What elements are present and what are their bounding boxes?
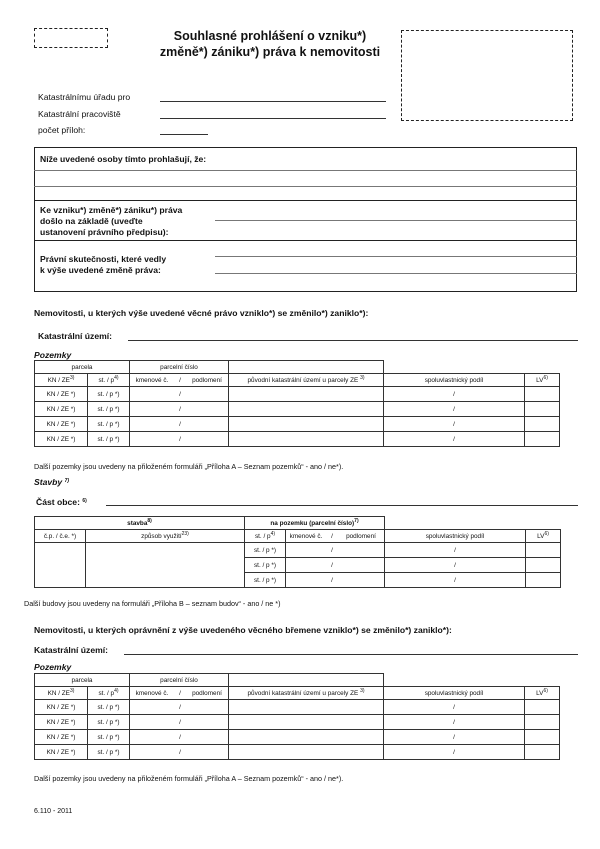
field-pocet-priloh[interactable]: [160, 134, 208, 135]
cell-spol[interactable]: /: [385, 558, 526, 573]
cell-slash: /: [326, 543, 338, 558]
c-puvodni: původní katastrální území u parcely ZE $^{3)}$: [229, 374, 384, 387]
cell-kmen[interactable]: [286, 558, 327, 573]
cell-puvodni[interactable]: [229, 745, 384, 760]
parcel-table-2: [34, 673, 560, 760]
section2-pozemky: Pozemky: [34, 662, 72, 672]
c-lv: LV$^{6)}$: [525, 374, 560, 387]
cell-lv[interactable]: [526, 558, 561, 573]
cell-spol[interactable]: /: [384, 417, 525, 432]
cell-lv[interactable]: [526, 543, 561, 558]
cell-kn[interactable]: KN / ZE *): [35, 700, 88, 715]
label-persons: Níže uvedené osoby tímto prohlašují, že:: [40, 154, 207, 164]
cell-st[interactable]: st. / p *): [88, 730, 130, 745]
section2-heading: Nemovitosti, u kterých oprávnění z výše uvedeného věcného břemene vzniklo*) se změnilo*) zaniklo*):: [34, 625, 452, 635]
c-kmen: kmenové č.: [130, 374, 175, 387]
cell-kn[interactable]: KN / ZE *): [35, 402, 88, 417]
stavby-note: Další budovy jsou uvedeny na formuláři „Příloha B – seznam budov“ - ano / ne *): [24, 599, 281, 608]
table-row: [35, 417, 560, 432]
cell-slash: /: [326, 558, 338, 573]
h-parcela: parcela: [35, 361, 130, 374]
form-code: 6.110 - 2011: [34, 808, 73, 815]
cell-kn[interactable]: KN / ZE *): [35, 715, 88, 730]
section1-pozemky: Pozemky: [34, 350, 72, 360]
c-slash: /: [174, 687, 186, 700]
cast-obce-label: Část obce: $^{6)}$: [36, 497, 87, 507]
label-katastralni-urad: Katastrálnímu úřadu pro: [38, 92, 131, 102]
label-pocet-priloh: počet příloh:: [38, 125, 86, 135]
section2-cad-label: Katastrální území:: [34, 645, 109, 655]
c-spol: spoluvlastnický podíl: [384, 687, 525, 700]
c-cp: č.p. / č.e. *): [35, 530, 86, 543]
persons-line-1[interactable]: [34, 170, 577, 171]
c-kmen: kmenové č.: [130, 687, 175, 700]
form-title: Souhlasné prohlášení o vzniku*) změně*) zániku*) práva k nemovitosti: [159, 29, 381, 59]
label-pracoviste: Katastrální pracoviště: [38, 109, 121, 119]
cell-slash: /: [174, 432, 186, 447]
cell-podl[interactable]: [186, 730, 229, 745]
cell-lv[interactable]: [525, 715, 560, 730]
cell-kn[interactable]: KN / ZE *): [35, 432, 88, 447]
table-row: [35, 745, 560, 760]
cell-st[interactable]: st. / p *): [88, 700, 130, 715]
cell-kn[interactable]: KN / ZE *): [35, 417, 88, 432]
c-puvodni: původní katastrální území u parcely ZE $^{3)}$: [229, 687, 384, 700]
cell-lv[interactable]: [526, 573, 561, 588]
c-st: st. / $p^{4)}$: [88, 687, 130, 700]
cell-kmen[interactable]: [130, 745, 175, 760]
cell-kmen[interactable]: [130, 715, 175, 730]
table-row: [35, 432, 560, 447]
cell-kmen[interactable]: [130, 402, 175, 417]
buildings-table: [34, 516, 561, 588]
cell-podl[interactable]: [186, 387, 229, 402]
cell-spol[interactable]: /: [384, 432, 525, 447]
cell-lv[interactable]: [525, 745, 560, 760]
cell-st[interactable]: st. / p *): [245, 573, 286, 588]
cell-podl[interactable]: [338, 558, 385, 573]
c-zpusob: způsob využití$^{23)}$: [86, 530, 245, 543]
divider: [34, 240, 577, 241]
c-podl: podlomení: [186, 374, 229, 387]
cell-slash: /: [174, 745, 186, 760]
cell-lv[interactable]: [525, 432, 560, 447]
section2-note: Další pozemky jsou uvedeny na přiloženém formuláři „Příloha A – Seznam pozemků“ - ano / ne*).: [34, 774, 344, 783]
h-stavba: stavba$^{8)}$: [35, 517, 245, 530]
cell-kmen[interactable]: [130, 432, 175, 447]
cell-puvodni[interactable]: [229, 700, 384, 715]
cell-lv[interactable]: [525, 417, 560, 432]
cell-podl[interactable]: [186, 417, 229, 432]
cell-podl[interactable]: [186, 700, 229, 715]
cell-spol[interactable]: /: [384, 745, 525, 760]
h-parcela: parcela: [35, 674, 130, 687]
c-slash: /: [174, 374, 186, 387]
cell-kn[interactable]: KN / ZE *): [35, 745, 88, 760]
cell-lv[interactable]: [525, 700, 560, 715]
section1-note: Další pozemky jsou uvedeny na přiloženém formuláři „Příloha A – Seznam pozemků“ - ano / ne*).: [34, 462, 344, 471]
table-row: [35, 387, 560, 402]
cell-spol[interactable]: /: [384, 730, 525, 745]
cell-puvodni[interactable]: [229, 715, 384, 730]
table-row: [35, 730, 560, 745]
cell-puvodni[interactable]: [229, 402, 384, 417]
table-row: [35, 700, 560, 715]
cell-spol[interactable]: /: [384, 715, 525, 730]
h-parc-cislo: parcelní číslo: [130, 361, 229, 374]
cell-kmen[interactable]: [130, 417, 175, 432]
c-lv: LV$^{6)}$: [525, 687, 560, 700]
cell-st[interactable]: st. / p *): [88, 417, 130, 432]
legal-basis-line[interactable]: [215, 220, 577, 221]
c-slash: /: [326, 530, 338, 543]
c-spol: spoluvlastnický podíl: [384, 374, 525, 387]
cell-lv[interactable]: [525, 730, 560, 745]
cell-kmen[interactable]: [130, 730, 175, 745]
cell-slash: /: [174, 700, 186, 715]
field-pracoviste[interactable]: [160, 118, 386, 119]
c-podl: podlomení: [186, 687, 229, 700]
cell-kmen[interactable]: [130, 700, 175, 715]
parcel-table-1: [34, 360, 560, 447]
legal-facts-line-2[interactable]: [215, 273, 577, 274]
cell-podl[interactable]: [338, 543, 385, 558]
c-kn: KN / ZE$^{3)}$: [35, 374, 88, 387]
c-podl: podlomení: [338, 530, 385, 543]
cell-podl[interactable]: [186, 402, 229, 417]
cell-spol[interactable]: /: [384, 402, 525, 417]
cell-podl[interactable]: [186, 715, 229, 730]
table-row: [35, 402, 560, 417]
divider: [34, 200, 577, 201]
cell-slash: /: [174, 730, 186, 745]
table-row: [35, 543, 561, 558]
cell-st[interactable]: st. / p *): [245, 543, 286, 558]
table-row: [35, 715, 560, 730]
cell-st[interactable]: st. / p *): [245, 558, 286, 573]
cell-st[interactable]: st. / p *): [88, 715, 130, 730]
c-kn: KN / ZE$^{3)}$: [35, 687, 88, 700]
cell-slash: /: [174, 715, 186, 730]
cell-kmen[interactable]: [130, 387, 175, 402]
c-st: st. / $p^{4)}$: [88, 374, 130, 387]
label-legal-basis: Ke vzniku*) změně*) zániku*) práva došlo na základě (uveďte ustanovení právního předpisu):: [40, 205, 183, 237]
cell-spol[interactable]: /: [384, 387, 525, 402]
cell-spol[interactable]: /: [385, 543, 526, 558]
cell-slash: /: [174, 417, 186, 432]
cell-kn[interactable]: KN / ZE *): [35, 387, 88, 402]
c-lv: LV$^{6)}$: [526, 530, 561, 543]
cell-kmen[interactable]: [286, 543, 327, 558]
section2-cad-field[interactable]: [124, 654, 578, 655]
cell-kn[interactable]: KN / ZE *): [35, 730, 88, 745]
field-katastralni-urad[interactable]: [160, 101, 386, 102]
section1-heading: Nemovitosti, u kterých výše uvedené věcné právo vzniklo*) se změnilo*) zaniklo*):: [34, 308, 369, 318]
cell-slash: /: [174, 387, 186, 402]
label-legal-facts: Právní skutečnosti, které vedly k výše uvedené změně práva:: [40, 254, 167, 275]
stamp-box-small: [34, 28, 108, 48]
stavby-label: Stavby $^{7)}$: [34, 477, 70, 487]
cell-spol[interactable]: /: [384, 700, 525, 715]
cell-puvodni[interactable]: [229, 730, 384, 745]
section1-cad-label: Katastrální území:: [38, 331, 113, 341]
section1-cad-field[interactable]: [128, 340, 578, 341]
cell-st[interactable]: st. / p *): [88, 432, 130, 447]
cell-st[interactable]: st. / p *): [88, 387, 130, 402]
cell-st[interactable]: st. / p *): [88, 402, 130, 417]
cast-obce-field[interactable]: [106, 505, 578, 506]
h-parc-cislo: parcelní číslo: [130, 674, 229, 687]
c-spol: spoluvlastnický podíl: [385, 530, 526, 543]
c-kmen: kmenové č.: [286, 530, 327, 543]
cell-slash: /: [174, 402, 186, 417]
cell-puvodni[interactable]: [229, 432, 384, 447]
cell-lv[interactable]: [525, 387, 560, 402]
cell-slash: /: [326, 573, 338, 588]
cell-podl[interactable]: [186, 745, 229, 760]
cell-podl[interactable]: [338, 573, 385, 588]
cell-cp[interactable]: [35, 543, 86, 588]
cell-puvodni[interactable]: [229, 387, 384, 402]
cell-st[interactable]: st. / p *): [88, 745, 130, 760]
stamp-box-registry: [401, 30, 573, 121]
cell-kmen[interactable]: [286, 573, 327, 588]
cell-spol[interactable]: /: [385, 573, 526, 588]
persons-line-2[interactable]: [34, 186, 577, 187]
c-st: st. / $p^{4)}$: [245, 530, 286, 543]
cell-puvodni[interactable]: [229, 417, 384, 432]
cell-zpusob[interactable]: [86, 543, 245, 588]
h-na-pozemku: na pozemku (parcelní číslo)$^{7)}$: [245, 517, 385, 530]
cell-podl[interactable]: [186, 432, 229, 447]
cell-lv[interactable]: [525, 402, 560, 417]
legal-facts-line-1[interactable]: [215, 256, 577, 257]
